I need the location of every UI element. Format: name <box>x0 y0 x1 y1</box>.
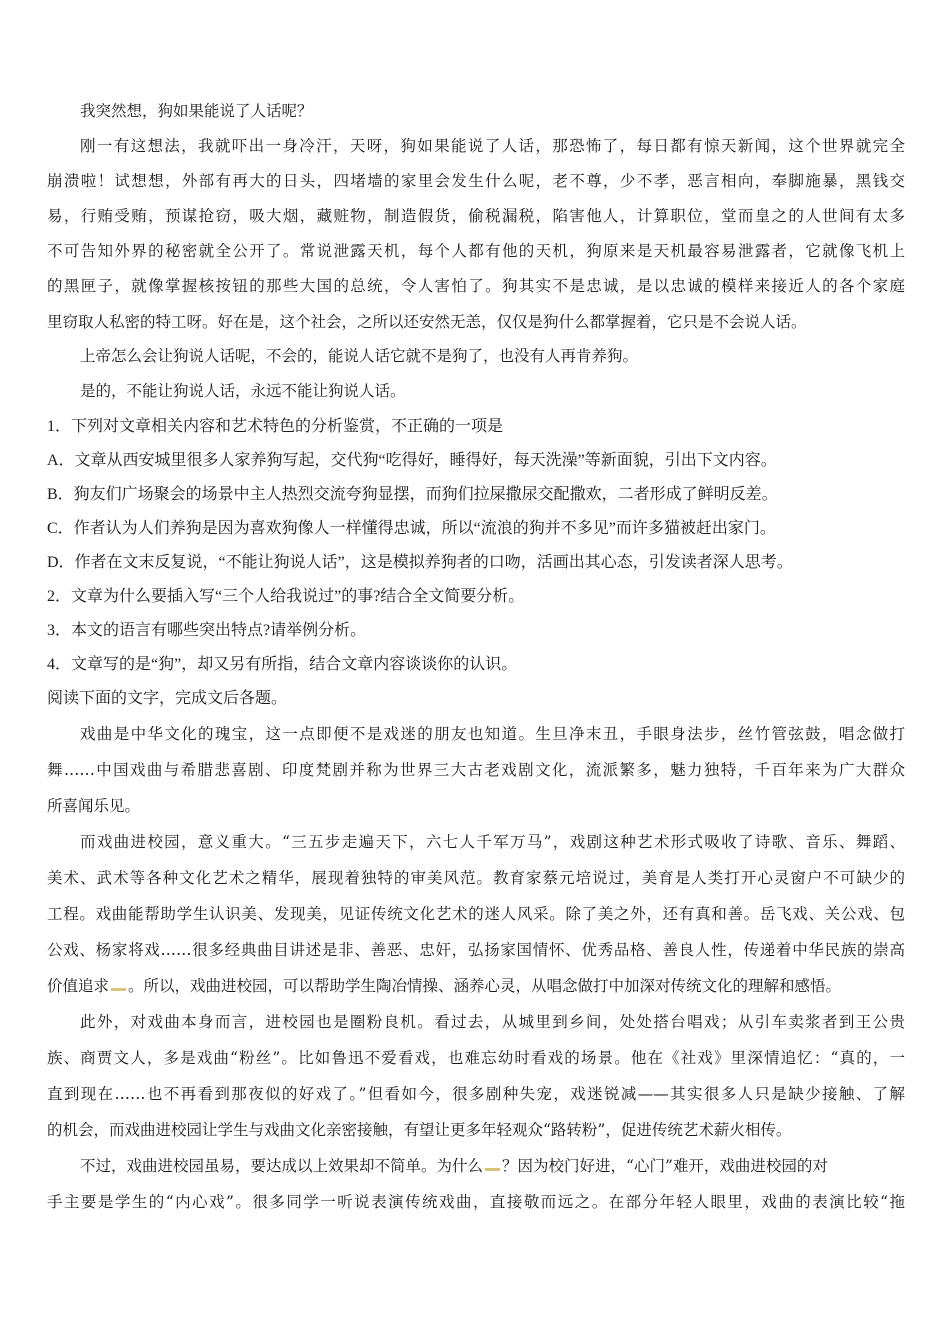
paragraph-line: 此外，对戏曲本身而言，进校园也是圈粉良机。看过去，从城里到乡间，处处搭台唱戏；从引车卖浆者到王公贵 <box>80 1013 905 1031</box>
question-2: 2．文章为什么要插入写“三个人给我说过”的事?结合全文简要分析。 <box>47 588 525 605</box>
text-segment: ？因为校门好进，“心门”难开，戏曲进校园的对 <box>502 1157 828 1175</box>
question-3: 3．本文的语言有哪些突出特点?请举例分析。 <box>47 622 367 639</box>
paragraph-line <box>80 1156 905 1176</box>
option-c: C．作者认为人们养狗是因为喜欢狗像人一样懂得忠诚，所以“流浪的狗并不多见”而许多猫被赶出家门。 <box>47 520 776 537</box>
paragraph-line <box>47 976 905 996</box>
paragraph-line: 的机会，而戏曲进校园让学生与戏曲文化亲密接触，有望让更多年轻观众“路转粉”，促进传统艺术薪火相传。 <box>47 1121 792 1139</box>
paragraph-line: 的黑匣子，就像掌握核按钮的那些大国的总统，令人害怕了。狗其实不是忠诚，是以忠诚的模样来接近人的各个家庭 <box>47 277 905 295</box>
paragraph-line: 崩溃啦！试想想，外部有再大的日头，四堵墙的家里会发生什么呢，老不尊，少不孝，恶言相向，奉脚施暴，黑钱交 <box>47 172 905 190</box>
paragraph-line: 美术、武术等各种文化艺术之精华，展现着独特的审美风范。教育家蔡元培说过，美育是人类打开心灵窗户不可缺少的 <box>47 869 905 887</box>
paragraph-line: 不可告知外界的秘密就全公开了。常说泄露天机，每个人都有他的天机，狗原来是天机最容易泄露者，它就像飞机上 <box>47 242 905 260</box>
paragraph-line: 里窃取人私密的特工呀。好在是，这个社会，之所以还安然无恙，仅仅是狗什么都掌握着，它只是不会说人话。 <box>47 313 807 331</box>
paragraph-line: 直到现在……也不再看到那夜似的好戏了。”但看如今，很多剧种失宠，戏迷锐减——其实很多人只是缺少接触、了解 <box>47 1085 905 1103</box>
text-segment: 不过，戏曲进校园虽易，要达成以上效果却不简单。为什么 <box>80 1157 484 1175</box>
option-d: D．作者在文末反复说，“不能让狗说人话”，这是模拟养狗者的口吻，活画出其心态，引发读者深人思考。 <box>47 554 793 571</box>
question-1: 1．下列对文章相关内容和艺术特色的分析鉴赏，不正确的一项是 <box>47 418 504 435</box>
blank-mark <box>111 978 126 991</box>
blank-mark <box>485 1158 500 1171</box>
paragraph-line: 公戏、杨家将戏……很多经典曲目讲述是非、善恶、忠奸，弘扬家国情怀、优秀品格、善良人性，传递着中华民族的崇高 <box>47 941 905 959</box>
paragraph-line: 刚一有这想法，我就吓出一身冷汗，天呀，狗如果能说了人话，那恐怖了，每日都有惊天新闻，这个世界就完全 <box>80 137 905 155</box>
paragraph: 上帝怎么会让狗说人话呢，不会的，能说人话它就不是狗了，也没有人再肯养狗。 <box>80 347 639 365</box>
paragraph-line: 而戏曲进校园，意义重大。“三五步走遍天下，六七人千军万马”，戏剧这种艺术形式吸收了诗歌、音乐、舞蹈、 <box>80 833 905 851</box>
text-segment: 价值追求 <box>47 977 110 995</box>
paragraph-line: 族、商贾文人，多是戏曲“粉丝”。比如鲁迅不爱看戏，也难忘幼时看戏的场景。他在《社戏》里深情追忆：“真的，一 <box>47 1049 905 1067</box>
paragraph-line: 戏曲是中华文化的瑰宝，这一点即便不是戏迷的朋友也知道。生旦净末丑，手眼身法步，丝竹管弦鼓，唱念做打 <box>80 725 905 743</box>
option-a: A．文章从西安城里很多人家养狗写起，交代狗“吃得好，睡得好，每天洗澡”等新面貌，引出下文内容。 <box>47 452 777 469</box>
paragraph-line: 工程。戏曲能帮助学生认识美、发现美，见证传统文化艺术的迷人风采。除了美之外，还有真和善。岳飞戏、关公戏、包 <box>47 905 905 923</box>
text-segment: 。所以，戏曲进校园，可以帮助学生陶冶情操、涵养心灵，从唱念做打中加深对传统文化的理解和感悟。 <box>128 977 842 995</box>
reading-instruction: 阅读下面的文字，完成文后各题。 <box>47 690 288 707</box>
question-4: 4．文章写的是“狗”，却又另有所指，结合文章内容谈谈你的认识。 <box>47 656 518 673</box>
paragraph-line: 易，行贿受贿，预谋抢窃，吸大烟，藏赃物，制造假货，偷税漏税，陷害他人，计算职位，堂而皇之的人世间有太多 <box>47 207 905 225</box>
option-b: B．狗友们广场聚会的场景中主人热烈交流夸狗显摆，而狗们拉屎撒尿交配撒欢，二者形成了鲜明反差。 <box>47 486 778 503</box>
paragraph-line: 舞……中国戏曲与希腊悲喜剧、印度梵剧并称为世界三大古老戏剧文化，流派繁多，魅力独特，千百年来为广大群众 <box>47 761 905 779</box>
paragraph-line: 所喜闻乐见。 <box>47 797 141 815</box>
paragraph: 我突然想，狗如果能说了人话呢？ <box>80 102 313 120</box>
paragraph-line: 手主要是学生的“内心戏”。很多同学一听说表演传统戏曲，直接敬而远之。在部分年轻人眼里，戏曲的表演比较“拖 <box>47 1193 905 1211</box>
paragraph: 是的，不能让狗说人话，永远不能让狗说人话。 <box>80 382 406 400</box>
